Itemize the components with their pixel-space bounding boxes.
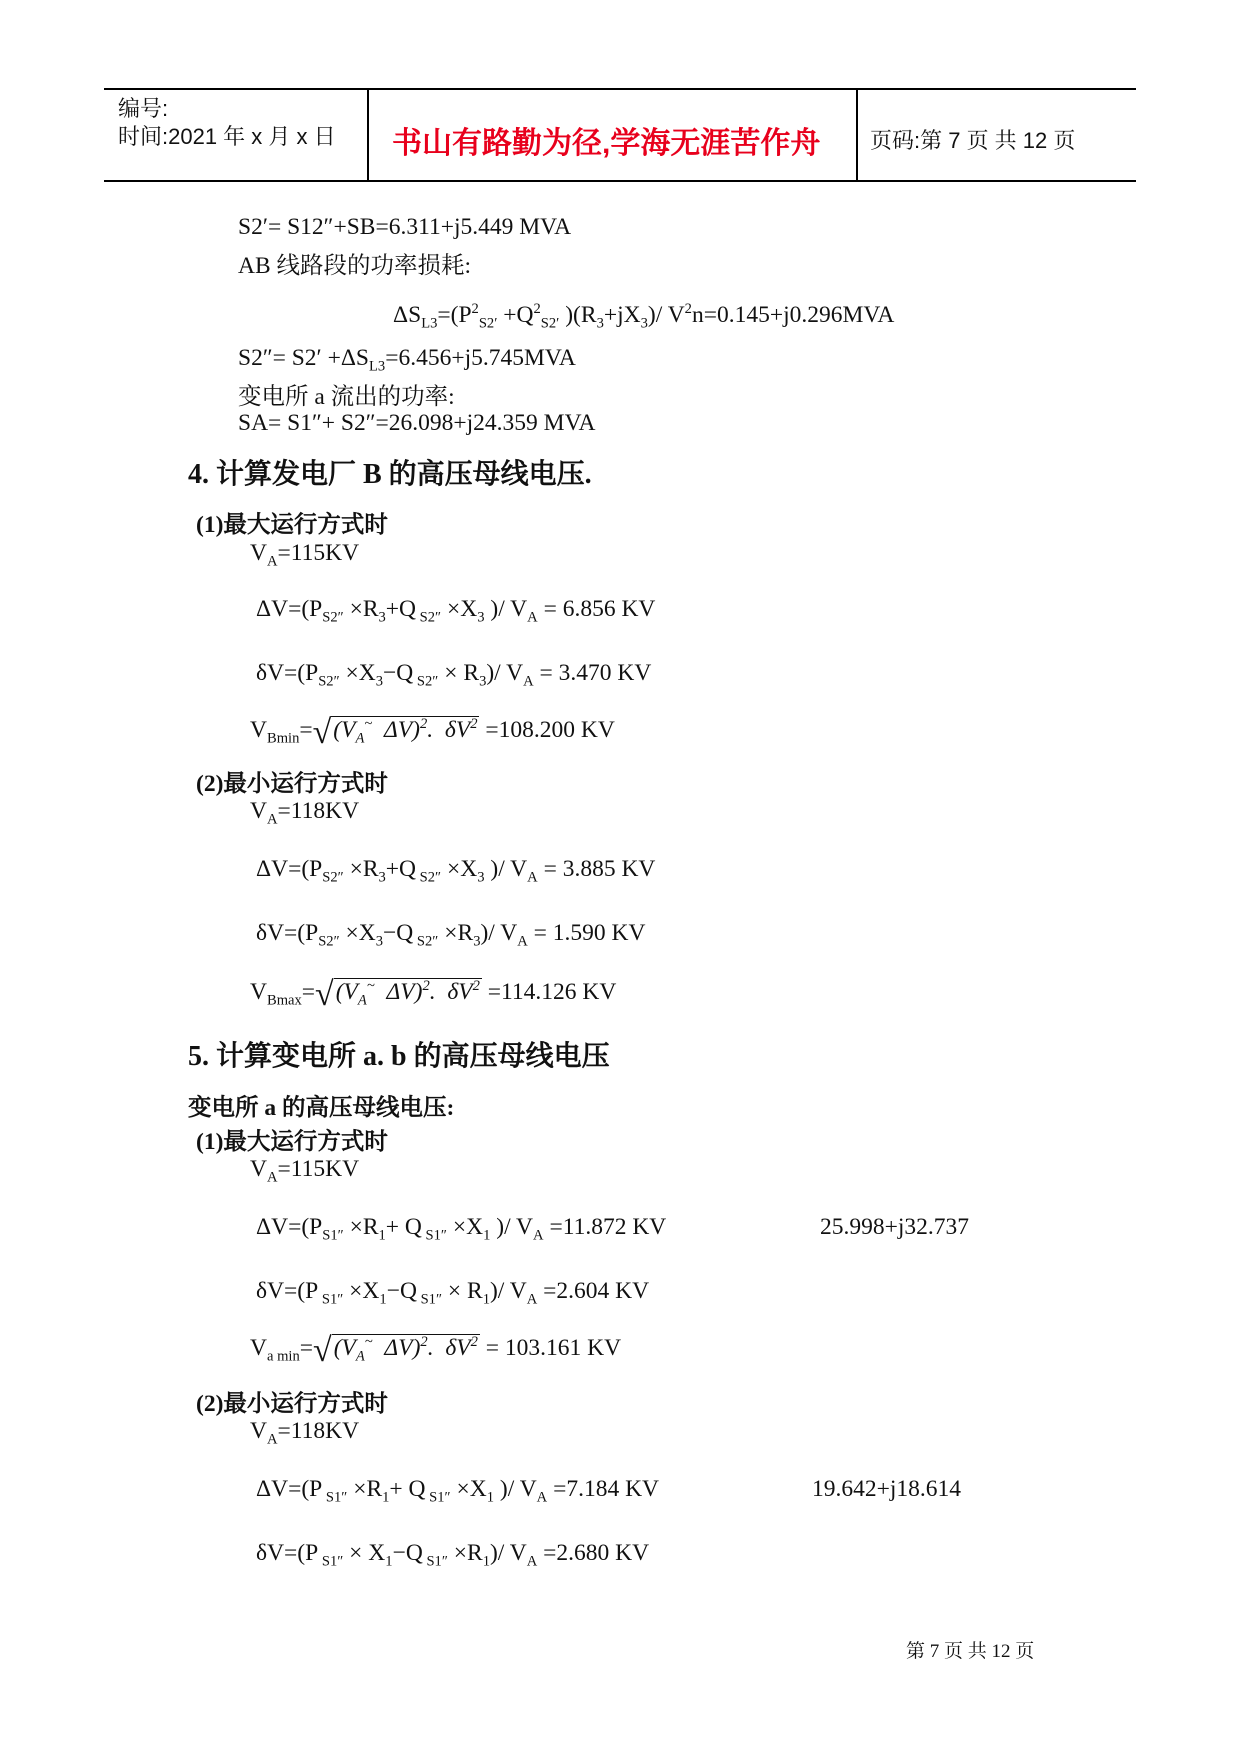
delta-s-l3-line: $\Delta S_{L3}=(P^2_{S2'} +Q^2_{S2'}$ )$(R_3+jX_3)/$ $V^2n=0.145+j0.296MVA$ — [393, 301, 895, 332]
sec5-min-va: $V_A=118KV$ — [250, 1418, 360, 1448]
sec5-min-dv: ΔV=(P $_{S1''} \times R_1+ Q$ $_{S1''} \times X_1$ )/ $V_A =7.184$ KV — [256, 1476, 660, 1506]
header-divider-left — [367, 88, 369, 181]
section-4-title: 4. 计算发电厂 B 的高压母线电压. — [188, 459, 592, 490]
sa-line: SA= S1″+ S2″=26.098+j24.359 MVA — [238, 410, 596, 436]
sec5-subtitle: 变电所 a 的高压母线电压: — [188, 1095, 455, 1121]
sec4-min-delta-v: $\delta V=(P_{S2''} \times X_3-Q$ $_{S2''} \times R_3)/$ $V_A = 1.590$ KV — [256, 920, 646, 950]
sec5-max-title: (1)最大运行方式时 — [196, 1129, 388, 1155]
header-bottom-rule — [104, 180, 1136, 182]
sec5-vamin-formula: $V_{a min}=√(V_A^\sim$ ΔV)$^2$. $\delta V^2 = 103.161$ KV — [250, 1332, 622, 1369]
sec4-min-va: $V_A=118KV$ — [250, 798, 360, 828]
header-page-code: 页码:第 7 页 共 12 页 — [870, 128, 1076, 153]
header-slogan: 书山有路勤为径,学海无涯苦作舟 — [392, 127, 821, 160]
sec4-min-title: (2)最小运行方式时 — [196, 771, 388, 797]
sec5-max-note: 25.998+j32.737 — [820, 1214, 970, 1240]
sec4-min-dv: $\Delta V=(P_{S2''} \times R_3+Q$ $_{S2''} \times X_3$ )/ $V_A = 3.885$ KV — [256, 856, 656, 886]
sec4-max-delta-v: $\delta V=(P_{S2''} \times X_3-Q$ $_{S2''} \times R_3)/$ $V_A = 3.470$ KV — [256, 660, 652, 690]
sec5-max-delta-v: δV=(P $_{S1''} \times X_1-Q$ $_{S1''} \times R_1)/$ $V_A =2.604$ KV — [256, 1278, 650, 1308]
header-time: 时间:2021 年 x 月 x 日 — [118, 124, 336, 149]
sec4-max-title: (1)最大运行方式时 — [196, 512, 388, 538]
sec5-max-va: $V_A=115KV$ — [250, 1156, 360, 1186]
sec4-vbmin-formula: $V_{Bmin}=√(V_A^\sim$ ΔV)$^2$. $\delta V^2 =108.200$ KV — [250, 714, 615, 751]
sec5-min-delta-v: δV=(P $_{S1''} \times X_1-Q$ $_{S1''} \times R_1)/$ $V_A =2.680$ KV — [256, 1540, 650, 1570]
section-5-title: 5. 计算变电所 a. b 的高压母线电压 — [188, 1041, 610, 1072]
sec4-vbmax-formula: $V_{Bmax}=√(V_A^\sim$ ΔV)$^2$. $\delta V^2 =114.126$ KV — [250, 976, 617, 1013]
sec5-min-title: (2)最小运行方式时 — [196, 1391, 388, 1417]
header-divider-right — [856, 88, 858, 181]
header-serial: 编号: — [118, 96, 169, 121]
footer-page-number: 第 7 页 共 12 页 — [906, 1641, 1035, 1662]
s2-prime-line: S2′= S12″+SB=6.311+j5.449 MVA — [238, 214, 572, 240]
sec5-max-dv: $\Delta V=(P_{S1''} \times R_1+ Q$ $_{S1''} \times X_1$ )/ $V_A =11.872$ KV — [256, 1214, 667, 1244]
s2-double-prime-line: $S2''= S2' +\Delta S_{L3}=6.456+j5.745MVA$ — [238, 345, 576, 375]
header-top-rule — [104, 88, 1136, 90]
sec4-max-va: $V_A=115KV$ — [250, 540, 360, 570]
ab-loss-label: AB 线路段的功率损耗: — [238, 253, 472, 279]
sec4-max-dv: $\Delta V=(P_{S2''} \times R_3+Q$ $_{S2''} \times X_3$ )/ $V_A = 6.856$ KV — [256, 596, 656, 626]
substation-a-output-label: 变电所 a 流出的功率: — [238, 384, 455, 410]
sec5-min-note: 19.642+j18.614 — [812, 1476, 962, 1502]
